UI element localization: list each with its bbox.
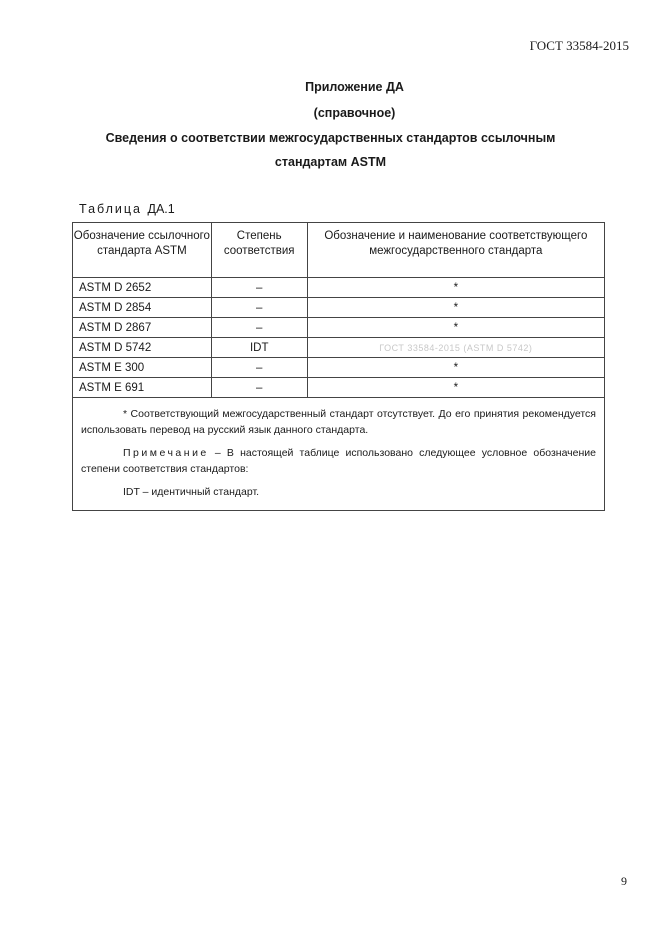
cell-related: *	[307, 358, 604, 378]
table-header-row	[73, 223, 605, 278]
column-header-related: Обозначение и наименование соответствующего межгосударственного стандарта	[307, 223, 604, 278]
table-caption-number: ДА.1	[147, 202, 175, 216]
note-paragraph	[81, 445, 596, 477]
correspondence-table	[72, 222, 605, 511]
appendix-subtitle-line-2: стандартам ASTM	[274, 155, 387, 169]
cell-related: *	[307, 318, 604, 338]
note-text: – В настоящей таблице использовано следующее условное обозначение степени соответствия стандартов:	[81, 447, 596, 475]
table-notes-row	[73, 398, 605, 511]
note-label: Примечание	[123, 447, 209, 459]
footnote-text: * Соответствующий межгосударственный стандарт отсутствует. До его принятия рекомендуется использовать перевод на русский язык данного стандарта.	[81, 408, 596, 436]
table-caption-label: Таблица	[79, 202, 143, 216]
table-row	[73, 278, 605, 298]
cell-degree: –	[211, 318, 307, 338]
cell-standard: ASTM D 2652	[73, 278, 212, 298]
cell-standard: ASTM E 300	[73, 358, 212, 378]
page-number: 9	[621, 874, 627, 888]
cell-standard: ASTM D 5742	[73, 338, 212, 358]
cell-standard: ASTM D 2854	[73, 298, 212, 318]
table-row	[73, 298, 605, 318]
cell-degree: –	[211, 298, 307, 318]
cell-related: *	[307, 278, 604, 298]
appendix-subtitle-line-1: Сведения о соответствии межгосударственных стандартов ссылочным	[105, 131, 556, 145]
column-header-standard: Обозначение ссылочного стандарта ASTM	[73, 223, 212, 278]
faded-related-text: ГОСТ 33584-2015 (ASTM D 5742)	[379, 342, 533, 353]
cell-degree: IDT	[211, 338, 307, 358]
cell-degree: –	[211, 378, 307, 398]
cell-related: *	[307, 298, 604, 318]
cell-related	[307, 338, 604, 358]
appendix-title: Приложение ДА	[305, 80, 404, 94]
cell-standard: ASTM D 2867	[73, 318, 212, 338]
cell-standard: ASTM E 691	[73, 378, 212, 398]
table-notes	[73, 398, 605, 511]
column-header-degree: Степень соответствия	[211, 223, 307, 278]
table-row	[73, 338, 605, 358]
table-row	[73, 318, 605, 338]
appendix-type: (справочное)	[313, 106, 396, 120]
table-row	[73, 378, 605, 398]
table-row	[73, 358, 605, 378]
cell-related: *	[307, 378, 604, 398]
cell-degree: –	[211, 358, 307, 378]
cell-degree: –	[211, 278, 307, 298]
legend-text: IDT – идентичный стандарт.	[123, 486, 260, 498]
document-code: ГОСТ 33584-2015	[529, 38, 629, 53]
table-caption	[79, 202, 175, 216]
